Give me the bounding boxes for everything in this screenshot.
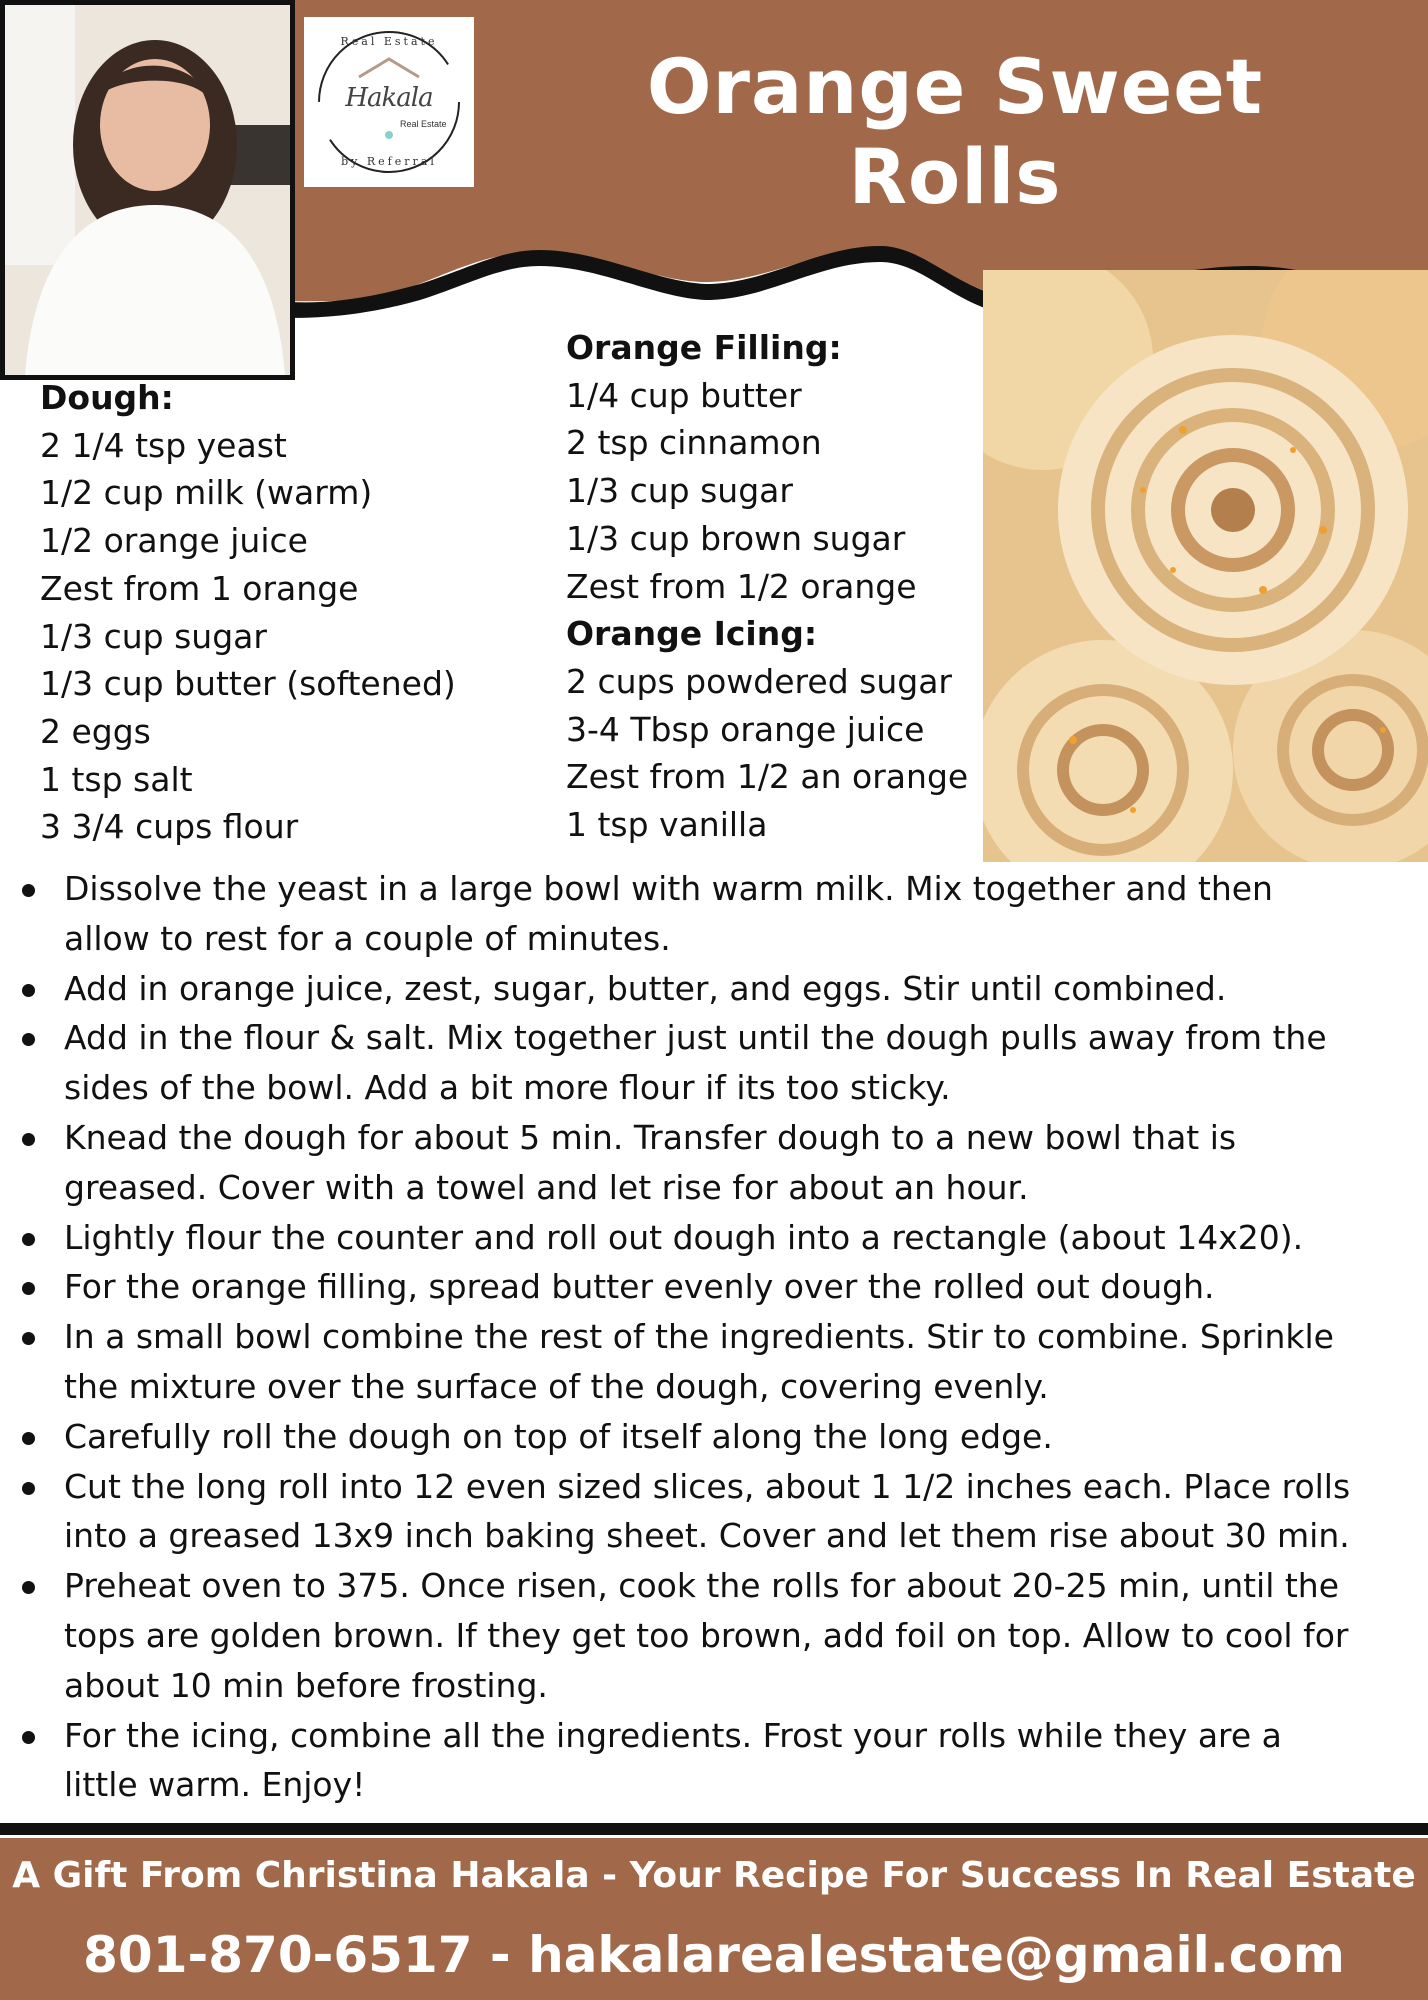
instruction-step (14, 864, 1414, 964)
step-line: tops are golden brown. If they get too brown, add foil on top. Allow to cool for (64, 1615, 1349, 1655)
step-line: Cut the long roll into 12 even sized slices, about 1 1/2 inches each. Place rolls (64, 1466, 1351, 1506)
dough-ingredients (40, 374, 560, 851)
company-logo (304, 17, 474, 187)
instruction-step (14, 1711, 1414, 1811)
dough-item: 1/2 cup milk (warm) (40, 473, 373, 513)
bullet-icon (22, 1432, 35, 1445)
bullet-icon (22, 1133, 35, 1146)
filling-item: 1/3 cup sugar (566, 471, 793, 511)
icing-item: 2 cups powdered sugar (566, 661, 952, 701)
step-line: allow to rest for a couple of minutes. (64, 918, 671, 958)
instruction-step (14, 1412, 1414, 1462)
page-title (560, 42, 1350, 222)
step-line: greased. Cover with a towel and let rise for about an hour. (64, 1167, 1029, 1207)
dough-item: 1/3 cup butter (softened) (40, 664, 456, 704)
footer-contact: 801-870-6517 - hakalarealestate@gmail.com (83, 1926, 1345, 1984)
dough-heading: Dough: (40, 378, 174, 417)
step-line: In a small bowl combine the rest of the ingredients. Stir to combine. Sprinkle (64, 1317, 1334, 1357)
bullet-icon (22, 1233, 35, 1246)
bullet-icon (22, 1033, 35, 1046)
icing-heading: Orange Icing: (566, 614, 818, 654)
instruction-step (14, 1013, 1414, 1113)
dough-item: 1 tsp salt (40, 759, 193, 799)
instruction-step (14, 1462, 1414, 1562)
step-line: into a greased 13x9 inch baking sheet. Cover and let them rise about 30 min. (64, 1516, 1350, 1556)
title-line-1: Orange Sweet (646, 42, 1264, 131)
step-line: little warm. Enjoy! (64, 1765, 366, 1805)
step-line: Dissolve the yeast in a large bowl with warm milk. Mix together and then (64, 869, 1273, 908)
logo-bottom-text: by Referral (341, 155, 437, 168)
step-line: Lightly flour the counter and roll out dough into a rectangle (about 14x20). (64, 1217, 1304, 1257)
icing-item: 1 tsp vanilla (566, 805, 768, 845)
logo-sub-text: Real Estate (400, 119, 447, 129)
instruction-step (14, 1262, 1414, 1312)
step-line: sides of the bowl. Add a bit more flour if its too sticky. (64, 1068, 951, 1108)
instruction-step (14, 1213, 1414, 1263)
instructions-list (14, 864, 1414, 1810)
step-line: about 10 min before frosting. (64, 1665, 548, 1705)
bullet-icon (22, 1482, 35, 1495)
footer-divider (0, 1823, 1428, 1835)
step-line: Carefully roll the dough on top of itself along the long edge. (64, 1416, 1053, 1456)
agent-headshot (0, 0, 295, 380)
bullet-icon (22, 984, 35, 997)
logo-script-text: Hakala (345, 83, 433, 113)
dough-item: 2 1/4 tsp yeast (40, 425, 287, 465)
icing-item: 3-4 Tbsp orange juice (566, 709, 925, 749)
dough-item: 1/2 orange juice (40, 521, 308, 561)
filling-icing-ingredients (566, 324, 986, 849)
step-line: Add in orange juice, zest, sugar, butter, and eggs. Stir until combined. (64, 968, 1227, 1008)
sweet-rolls-photo (983, 270, 1428, 862)
bullet-icon (22, 1731, 35, 1744)
bullet-icon (22, 1332, 35, 1345)
bullet-icon (22, 884, 35, 897)
filling-item: Zest from 1/2 orange (566, 566, 917, 606)
step-line: For the icing, combine all the ingredients. Frost your rolls while they are a (64, 1715, 1282, 1755)
filling-heading: Orange Filling: (566, 328, 842, 367)
filling-item: 1/4 cup butter (566, 375, 802, 415)
footer-band (0, 1838, 1428, 2000)
bullet-icon (22, 1581, 35, 1594)
title-line-2: Rolls (848, 132, 1062, 221)
step-line: Knead the dough for about 5 min. Transfer dough to a new bowl that is (64, 1117, 1237, 1157)
step-line: Preheat oven to 375. Once risen, cook the rolls for about 20-25 min, until the (64, 1566, 1340, 1606)
step-line: Add in the flour & salt. Mix together just until the dough pulls away from the (64, 1018, 1327, 1058)
step-line: the mixture over the surface of the dough, covering evenly. (64, 1366, 1049, 1406)
dough-item: 2 eggs (40, 711, 151, 751)
instruction-step (14, 1312, 1414, 1412)
logo-top-text: Real Estate (340, 35, 438, 48)
dough-item: Zest from 1 orange (40, 568, 359, 608)
instruction-step (14, 964, 1414, 1014)
footer-tagline: A Gift From Christina Hakala - Your Recipe For Success In Real Estate (12, 1855, 1416, 1896)
step-line: For the orange filling, spread butter evenly over the rolled out dough. (64, 1267, 1215, 1307)
instruction-step (14, 1113, 1414, 1213)
filling-item: 1/3 cup brown sugar (566, 518, 906, 558)
dough-item: 1/3 cup sugar (40, 616, 267, 656)
filling-item: 2 tsp cinnamon (566, 423, 822, 463)
instruction-step (14, 1561, 1414, 1710)
bullet-icon (22, 1282, 35, 1295)
icing-item: Zest from 1/2 an orange (566, 757, 969, 797)
dough-item: 3 3/4 cups flour (40, 807, 299, 847)
